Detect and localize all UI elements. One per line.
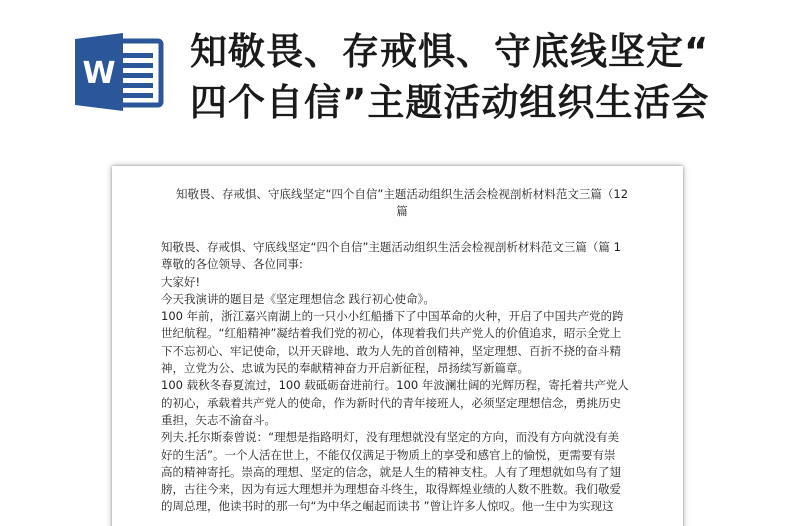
body-line: 高的精神寄托。崇高的理想、坚定的信念，就是人生的精神支柱。人有了理想就如鸟有了翅 — [161, 464, 621, 479]
body-line: 列夫.托尔斯泰曾说：“理想是指路明灯，没有理想就没有坚定的方向，而没有方向就没有美 — [161, 430, 620, 445]
body-line: 的周总理，他读书时的那一句“为中华之崛起而读书 ”曾让许多人惊叹。他一生中为实现这 — [161, 499, 614, 514]
word-document-icon — [73, 33, 165, 111]
header-title-line-1: 知敬畏、存戒惧、守底线坚定“ — [190, 30, 710, 73]
document-title-line-2: 篇 — [396, 204, 408, 218]
header-title — [190, 26, 790, 128]
body-line: 好的生活”。一个人活在世上，不能仅仅满足于物质上的享受和感官上的愉悦，更需要有崇 — [161, 447, 616, 462]
body-line: 下不忘初心、牢记使命，以开天辟地、敢为人先的首创精神，坚定理想、百折不挠的奋斗精 — [161, 343, 621, 358]
body-line: 尊敬的各位领导、各位同事: — [161, 257, 303, 272]
body-line: 膀，古往今来，因为有远大理想并为理想奋斗终生，取得辉煌业绩的人数不胜数。我们敬爱 — [161, 482, 621, 497]
body-line: 大家好! — [161, 274, 201, 289]
word-logo-letter: W — [82, 56, 116, 91]
body-line: 世纪航程。“红船精神”凝结着我们党的初心，体现着我们共产党人的价值追求，昭示全党上 — [161, 326, 622, 341]
body-line: 重担，矢志不渝奋斗。 — [161, 412, 276, 427]
body-line: 的初心，承载着共产党人的使命，作为新时代的青年接班人，必须坚定理想信念，勇挑历史 — [161, 395, 621, 410]
body-line: 知敬畏、存戒惧、守底线坚定“四个自信”主题活动组织生活会检视剖析材料范文三篇（篇 1 — [161, 240, 621, 254]
header-banner — [0, 0, 800, 150]
document-title-line-1: 知敬畏、存戒惧、守底线坚定“四个自信”主题活动组织生活会检视剖析材料范文三篇（12 — [175, 187, 629, 201]
document-title — [152, 186, 652, 220]
body-line: 今天我演讲的题目是《坚定理想信念 践行初心使命》。 — [161, 291, 435, 306]
body-line: 100 年前，浙江嘉兴南湖上的一只小小红船播下了中国革命的火种，开启了中国共产党的跨 — [161, 309, 624, 324]
document-body — [161, 239, 673, 516]
document-preview — [112, 166, 683, 526]
body-line: 神，立党为公、忠诚为民的奉献精神奋力开启新征程，昂扬续写新篇章。 — [161, 361, 529, 376]
body-line: 100 载秋冬春夏流过，100 载砥砺奋进前行。100 年波澜壮阔的光辉历程，寄托着共产党人 — [161, 378, 629, 393]
header-title-line-2: 四个自信”主题活动组织生活会 — [190, 81, 710, 124]
